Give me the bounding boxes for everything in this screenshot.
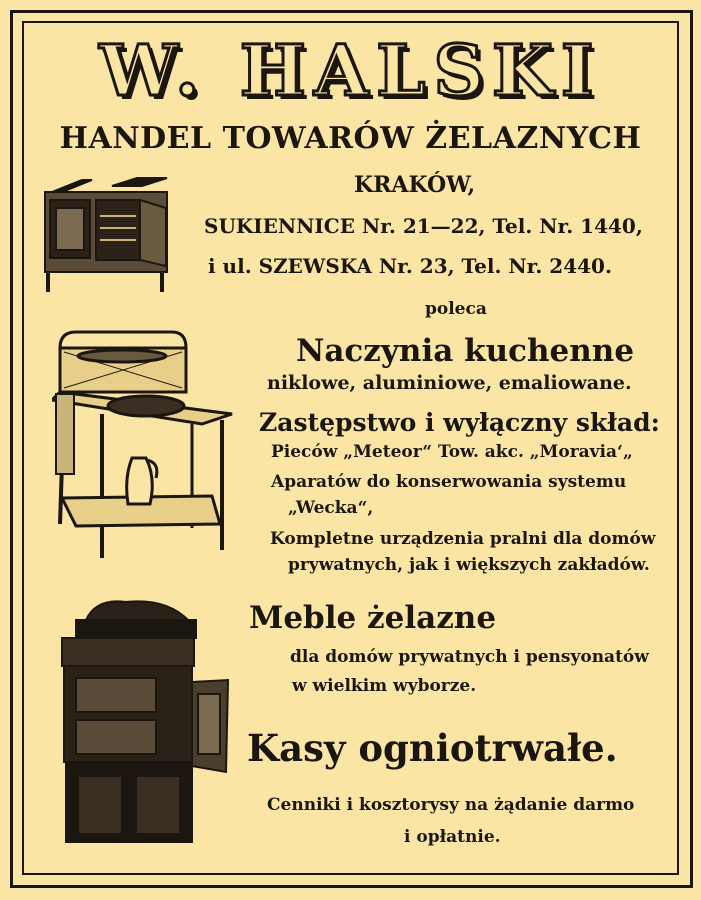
pricing-line: Cenniki i kosztorysy na żądanie darmo — [267, 795, 635, 815]
city: KRAKÓW, — [354, 172, 476, 198]
safes-heading: Kasy ogniotrwałe. — [247, 726, 618, 770]
address-line-2: i ul. SZEWSKA Nr. 23, Tel. Nr. 2440. — [208, 254, 612, 278]
furniture-line: dla domów prywatnych i pensyonatów — [290, 647, 649, 667]
agency-line: Pieców „Meteor“ Tow. akc. „Moravia‘„ — [271, 442, 633, 462]
agency-line: Kompletne urządzenia pralni dla domów — [270, 529, 656, 549]
agency-line: prywatnych, jak i większych zakładów. — [288, 555, 650, 575]
recommends-label: poleca — [425, 299, 487, 319]
stove-illustration — [42, 176, 174, 298]
furniture-heading: Meble żelazne — [249, 600, 497, 636]
kitchen-heading: Naczynia kuchenne — [296, 333, 635, 369]
pricing-line: i opłatnie. — [404, 827, 501, 847]
agency-heading: Zastępstwo i wyłączny skład: — [259, 408, 660, 437]
kitchen-subtitle: niklowe, aluminiowe, emaliowane. — [267, 372, 632, 394]
washstand-illustration — [52, 328, 242, 564]
agency-line: „Wecka“, — [288, 498, 374, 518]
furniture-line: w wielkim wyborze. — [292, 676, 477, 696]
address-line-1: SUKIENNICE Nr. 21—22, Tel. Nr. 1440, — [204, 214, 643, 238]
brand-title: W. HALSKI — [99, 29, 602, 112]
subtitle: HANDEL TOWARÓW ŻELAZNYCH — [59, 121, 642, 156]
agency-line: Aparatów do konserwowania systemu — [271, 472, 627, 492]
cabinet-stove-illustration — [56, 598, 232, 846]
